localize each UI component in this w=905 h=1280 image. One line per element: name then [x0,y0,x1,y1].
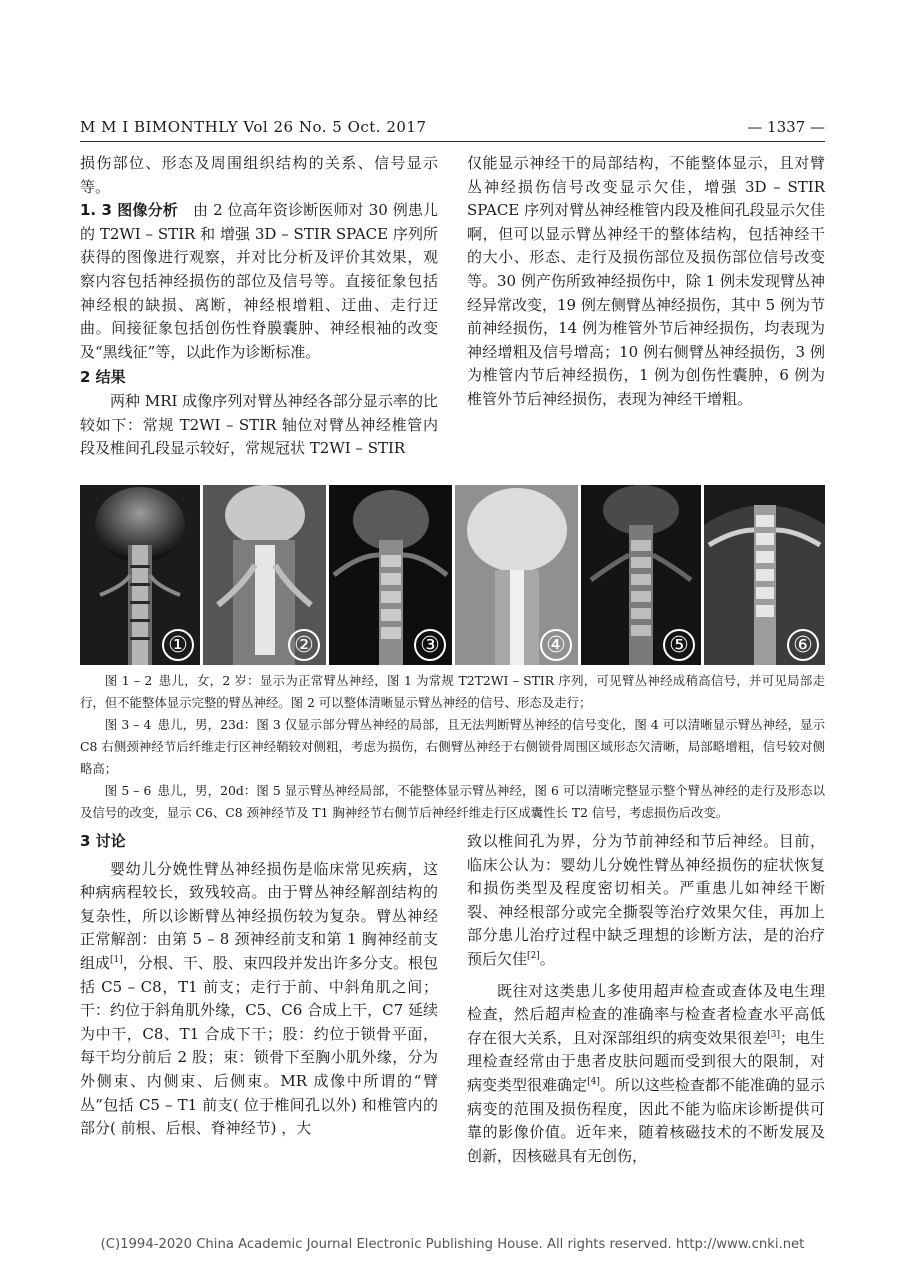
panel-label: ② [288,629,320,661]
paragraph-text: 。所以这些检查都不能准确的显示病变的范围及损伤程度，因此不能为临床诊断提供可靠的影像价值。近年来，随着核磁技术的不断发展及创新，因核磁具有无创伤， [467,1075,825,1165]
paragraph [467,980,825,1169]
citation: [2] [527,950,540,961]
right-column-top [467,152,825,412]
paragraph-text: 婴幼儿分娩性臂丛神经损伤是临床常见疾病，这种病病程较长，致残较高。由于臂丛神经解剖结构的复杂性，所以诊断臂丛神经损伤较为复杂。臂丛神经正常解剖：由第 5 – 8 颈神经前支和第 1 胸神经前支组成 [80,859,438,972]
paragraph [80,858,438,1141]
mri-panel-6 [704,485,825,665]
copyright-footer: (C)1994-2020 China Academic Journal Electronic Publishing House. All rights reserved. http://www.cnki.net [100,1237,805,1252]
right-column-bottom [467,830,825,1168]
paragraph-text: ；电生理检查经常由于患者皮肤问题而受到很大的限制，对病变类型很难确定 [467,1028,825,1094]
header-rule [80,141,825,142]
citation: [4] [587,1076,600,1087]
paragraph: 仅能显示神经干的局部结构，不能整体显示，且对臂丛神经损伤信号改变显示欠佳，增强 3D – STIR SPACE 序列对臂丛神经椎管内段及椎间孔段显示欠佳啊，但可以显示臂丛神经干的整体结构，包括神经干的大小、形态、走行及损伤部位及损伤部位信号改变等。30 例产伤所致神经损伤中，除 1 例未发现臂丛神经异常改变，19 例左侧臂丛神经损伤，其中 5 例为节前神经损伤，14 例为椎管外节后神经损伤，均表现为神经增粗及信号增高；10 例右侧臂丛神经损伤，3 例为椎管内节后神经损伤，1 例为创伤性囊肿，6 例为椎管外节后神经损伤，表现为神经干增粗。 [467,154,825,408]
panel-label: ⑤ [663,629,695,661]
mri-panel-5 [581,485,701,665]
citation: [3] [767,1029,780,1040]
mri-figure [80,485,825,665]
paragraph-text: 。 [539,949,555,968]
caption-label: 图 1 – 2 [104,673,153,688]
running-header [80,118,825,140]
section-title: 1. 3 图像分析 [80,201,178,220]
caption-label: 图 3 – 4 [104,717,152,732]
caption-item [80,780,825,824]
panel-label: ④ [540,629,572,661]
paragraph-text: 致以椎间孔为界，分为节前神经和节后神经。目前，临床公认为：婴幼儿分娩性臂丛神经损伤的症状恢复和损伤类型及程度密切相关。严重患儿如神经干断裂、神经根部分或完全撕裂等治疗效果欠佳，再加上部分患儿治疗过程中缺乏理想的诊断方法，是的治疗预后欠佳 [467,832,825,968]
figure-caption [80,670,825,824]
page-number: — 1337 — [747,118,825,136]
caption-text: 患儿，男，23d：图 3 仅显示部分臂丛神经的局部，且无法判断臂丛神经的信号变化，图 4 可以清晰显示臂丛神经，显示 C8 右侧颈神经节后纤维走行区神经鞘较对侧粗，考虑为损伤，右侧臂丛神经于右侧锁骨周围区域形态欠清晰，局部略增粗，信号较对侧略高； [80,717,825,776]
paragraph-text: ，分根、干、股、束四段并发出许多分支。根包括 C5 – C8，T1 前支；走行于前、中斜角肌之间；干：约位于斜角肌外缘，C5、C6 合成上干，C7 延续为中干，C8、T1 合成下干；股：约位于锁骨平面，每干均分前后 2 股；束：锁骨下至胸小肌外缘，分为外侧束、内侧束、后侧束。MR 成像中所谓的“臂丛”包括 C5 – T1 前支( 位于椎间孔以外) 和椎管内的部分( 前根、后根、脊神经节) ，大 [80,953,438,1138]
mri-panel-1 [80,485,200,665]
section-3-title: 3 讨论 [80,832,126,850]
panel-label: ① [162,629,194,661]
section-text: 由 2 位高年资诊断医师对 30 例患儿的 T2WI – STIR 和 增强 3D – STIR SPACE 序列所获得的图像进行观察，并对比分析及评价其效果，观察内容包括神经损伤的部位及信号等。直接征象包括神经根的缺损、离断，神经根增粗、迂曲、走行迂曲。间接征象包括创伤性脊膜囊肿、神经根袖的改变及“黑线征”等，以此作为诊断标准。 [80,201,438,361]
section-2-title: 2 结果 [80,368,126,387]
panel-label: ⑥ [787,629,819,661]
paragraph: 两种 MRI 成像序列对臂丛神经各部分显示率的比较如下：常规 T2WI – STIR 轴位对臂丛神经椎管内段及椎间孔段显示较好，常规冠状 T2WI – STIR [80,391,438,458]
caption-item [80,714,825,780]
journal-info: M M I BIMONTHLY Vol 26 No. 5 Oct. 2017 [80,118,427,136]
caption-text: 患儿，男，20d：图 5 显示臂丛神经局部，不能整体显示臂丛神经，图 6 可以清晰完整显示整个臂丛神经的走行及形态以及信号的改变，显示 C6、C8 颈神经节及 T1 胸神经节右侧节后神经纤维走行区成囊性长 T2 信号，考虑损伤后改变。 [80,783,825,820]
mri-panel-3 [329,485,452,665]
mri-panel-4 [455,485,578,665]
panel-label: ③ [414,629,446,661]
section-1-3 [80,199,438,364]
paragraph [467,830,825,972]
left-column-top [80,152,438,461]
citation: [1] [110,954,123,965]
caption-text: 患儿，女，2 岁：显示为正常臂丛神经，图 1 为常规 T2T2WI – STIR 序列，可见臂丛神经成稍高信号，并可见局部走行，但不能整体显示完整的臂丛神经。图 2 可以整体清晰显示臂丛神经的信号、形态及走行； [80,673,825,710]
mri-panel-2 [203,485,326,665]
paragraph-text: 既往对这类患儿多使用超声检查或查体及电生理检查，然后超声检查的准确率与检查者检查水平高低存在很大关系，且对深部组织的病变效果很差 [467,981,825,1047]
caption-item [80,670,825,714]
paragraph: 损伤部位、形态及周围组织结构的关系、信号显示等。 [80,154,438,196]
left-column-bottom [80,830,438,1141]
caption-label: 图 5 – 6 [104,783,152,798]
